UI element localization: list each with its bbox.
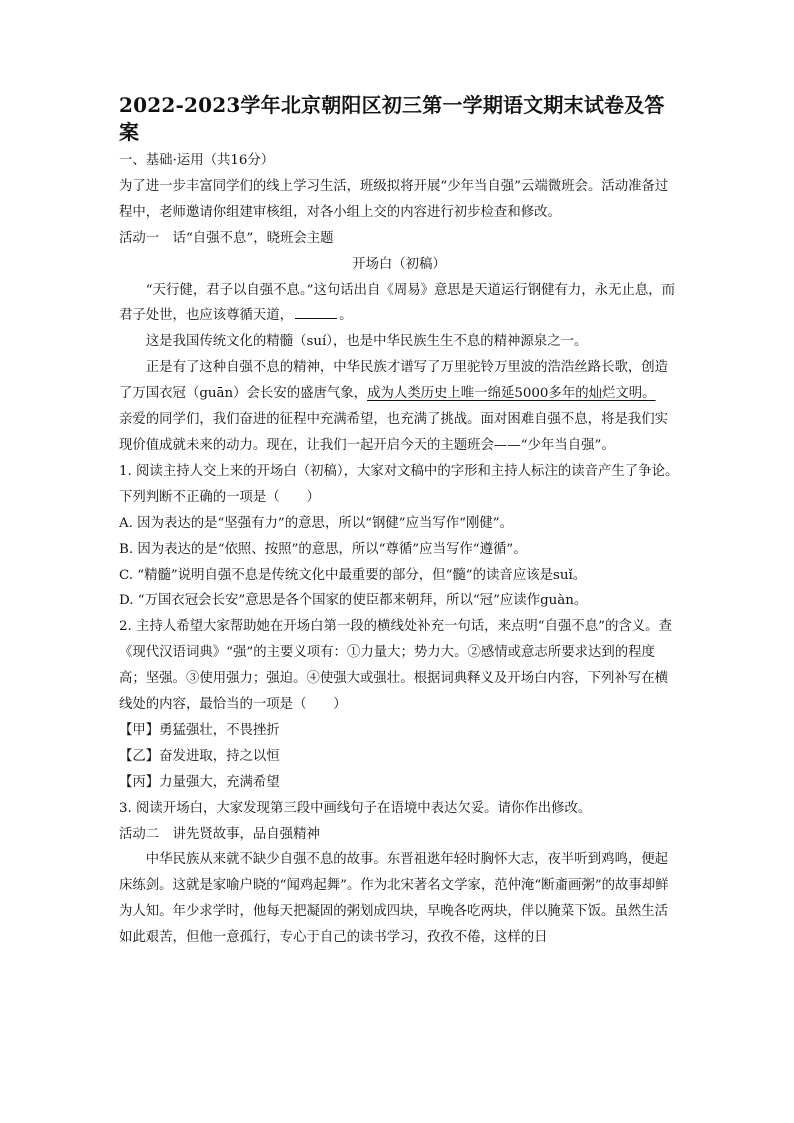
opening-paragraph-1 <box>119 278 679 330</box>
activity-one-heading: 活动一 话“自强不息”，晓班会主题 <box>119 230 334 246</box>
question-1-option-c: C. “精髓”说明自强不息是传统文化中最重要的部分，但“髓”的读音应该是suǐ。 <box>119 567 587 583</box>
page-title: 2022-2023学年北京朝阳区初三第一学期语文期末试卷及答案 <box>119 93 665 144</box>
story-paragraph: 中华民族从来就不缺少自强不息的故事。东晋祖逖年轻时胸怀大志，夜半听到鸡鸣，便起床练剑。这就是家喻户晓的“闻鸡起舞”。作为北宋著名文学家，范仲淹“断齑画粥”的故事却鲜为人知。年少求学时，他每天把凝固的粥划成四块，早晚各吃两块，伴以腌菜下饭。虽然生活如此艰苦，但他一意孤行，专心于自己的读书学习，孜孜不倦，这样的日 <box>119 852 669 946</box>
opening-paragraph-4: 亲爱的同学们，我们奋进的征程中充满希望，也充满了挑战。面对困难自强不息，将是我们实现价值成就未来的动力。现在，让我们一起开启今天的主题班会——“少年当自强”。 <box>119 412 669 453</box>
question-1-option-a: A. 因为表达的是“坚强有力”的意思，所以“钢健”应当写作“刚健”。 <box>119 515 514 531</box>
opening-paragraph-3-text: 正是有了这种自强不息的精神，中华民族才谱写了万里驼铃万里波的浩浩丝路长歌，创造了万国衣冠（guān）会长安的盛唐气象， <box>119 360 669 402</box>
section-heading: 一、基础·运用（共16分） <box>119 153 275 168</box>
opening-paragraph-1-text: “天行健，君子以自强不息。”这句话出自《周易》意思是天道运行钢健有力，永无止息，而君子处世，也应该尊循天道， <box>119 282 676 324</box>
question-2-option-jia: 【甲】勇猛强壮，不畏挫折 <box>119 722 280 738</box>
opening-paragraph-1-end: 。 <box>339 308 353 324</box>
opening-paragraph-3 <box>119 355 679 407</box>
opening-paragraph-2: 这是我国传统文化的精髓（suí），也是中华民族生生不息的精神源泉之一。 <box>145 334 588 350</box>
question-2-option-bing: 【丙】力量强大，充满希望 <box>119 774 280 790</box>
opening-subtitle: 开场白（初稿） <box>352 256 446 272</box>
question-2: 2. 主持人希望大家帮助她在开场白第一段的横线处补充一句话，来点明“自强不息”的含义。查《现代汉语词典》“强”的主要义项有：①力量大；势力大。②感情或意志所要求达到的程度高；坚强。③使用强力；强迫。④使强大或强壮。根据词典释义及开场白内容，下列补写在横线处的内容，最恰当的一项是（ ） <box>119 619 672 713</box>
exam-page <box>119 92 679 951</box>
underlined-sentence: 成为人类历史上唯一绵延5000多年的灿烂文明。 <box>367 386 656 402</box>
question-2-option-yi: 【乙】奋发进取，持之以恒 <box>119 748 280 764</box>
intro-paragraph: 为了进一步丰富同学们的线上学习生活，班级拟将开展“少年当自强”云端微班会。活动准备过程中，老师邀请你组建审核组，对各小组上交的内容进行初步检查和修改。 <box>119 178 669 220</box>
activity-two-heading: 活动二 讲先贤故事，品自强精神 <box>119 826 320 842</box>
question-1: 1. 阅读主持人交上来的开场白（初稿），大家对文稿中的字形和主持人标注的读音产生了争论。下列判断不正确的一项是（ ） <box>119 463 679 505</box>
question-1-option-d: D. “万国衣冠会长安”意思是各个国家的使臣都来朝拜，所以“冠”应读作guàn。 <box>119 593 588 609</box>
fill-blank-line <box>295 304 337 319</box>
question-3: 3. 阅读开场白，大家发现第三段中画线句子在语境中表达欠妥。请你作出修改。 <box>119 800 592 816</box>
question-1-option-b: B. 因为表达的是“依照、按照”的意思，所以“尊循”应当写作“遵循”。 <box>119 541 527 557</box>
